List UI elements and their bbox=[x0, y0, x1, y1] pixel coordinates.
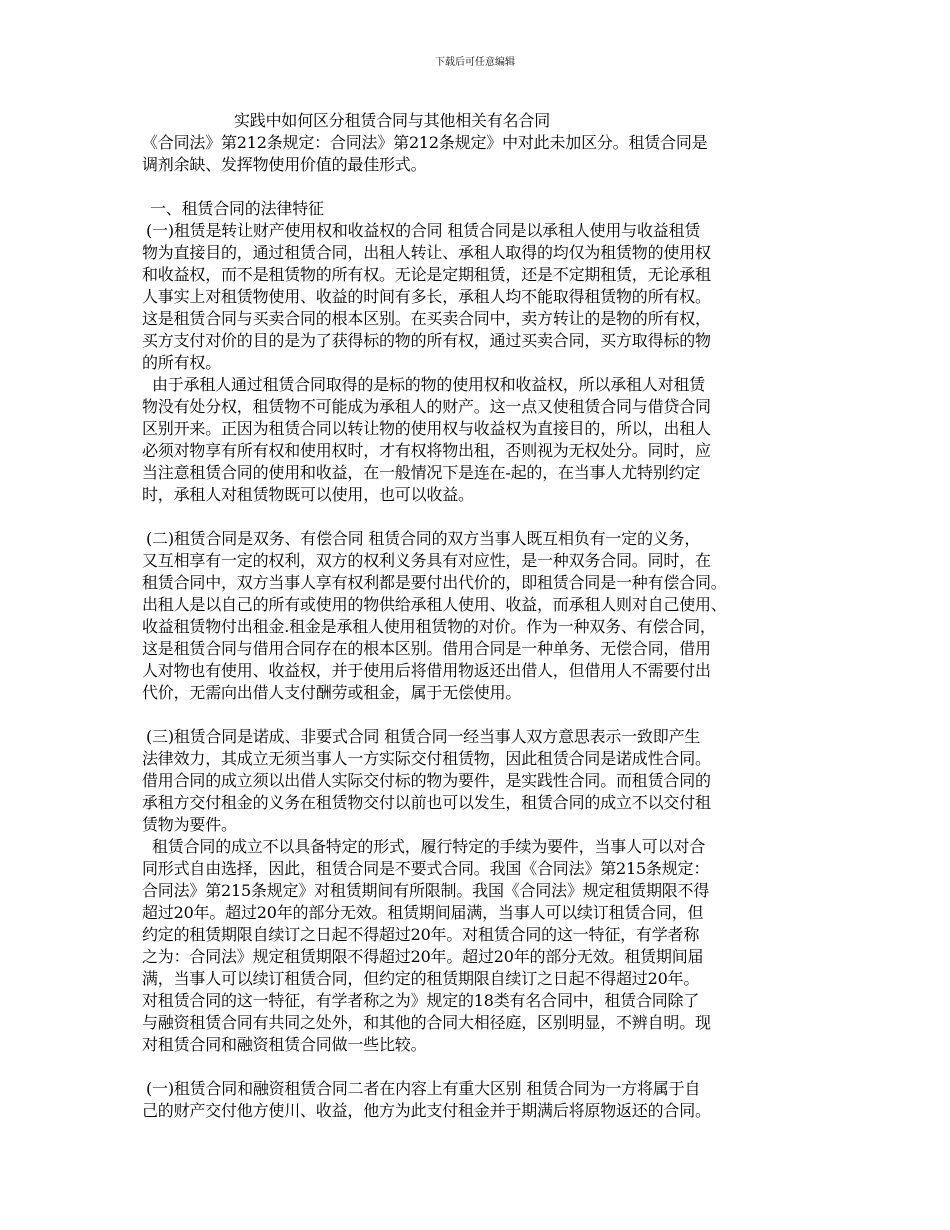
text-line: 代价，无需向出借人支付酬劳或租金，属于无偿使用。 bbox=[142, 683, 522, 702]
page-header-note: 下载后可任意编辑 bbox=[435, 57, 515, 68]
blank-line bbox=[142, 1056, 822, 1078]
text-line: 同形式自由选择，因此，租赁合同是不要式合同。我国《合同法》第215条规定： bbox=[142, 859, 710, 878]
text-line: 收益租赁物付出租金.租金是承租人使用租赁物的对价。作为一种双务、有偿合同， bbox=[142, 617, 716, 636]
text-line: 法律效力，其成立无须当事人一方实际交付租赁物，因此租赁合同是诺成性合同。 bbox=[142, 749, 711, 768]
text-line: 超过20年。超过20年的部分无效。租赁期间届满，当事人可以续订租赁合同，但 bbox=[142, 903, 704, 922]
text-line: 出租人是以自己的所有或使用的物供给承租人使用、收益，而承租人则对自己使用、 bbox=[142, 595, 727, 614]
document-title: 实践中如何区分租赁合同与其他相关有名合同 bbox=[234, 111, 551, 130]
text-line: 承租方交付租金的义务在租赁物交付以前也可以发生，租赁合同的成立不以交付租 bbox=[142, 793, 711, 812]
text-line: 与融资租赁合同有共同之处外，和其他的合同大相径庭，区别明显，不辨自明。现 bbox=[142, 1013, 711, 1032]
text-line: 由于承租人通过租赁合同取得的是标的物的使用权和收益权，所以承租人对租赁 bbox=[152, 375, 706, 394]
text-line: 对租赁合同的这一特征，有学者称之为》规定的18类有名合同中，租赁合同除了 bbox=[142, 991, 700, 1010]
text-line: 物为直接目的，通过租赁合同，出租人转让、承租人取得的均仅为租赁物的使用权 bbox=[142, 243, 711, 262]
text-line: 调剂余缺、发挥物使用价值的最佳形式。 bbox=[142, 155, 427, 174]
text-line: 和收益权，而不是租赁物的所有权。无论是定期租赁，还是不定期租赁，无论承租 bbox=[142, 265, 711, 284]
text-line: (一)租赁是转让财产使用权和收益权的合同 租赁合同是以承租人使用与收益租赁 bbox=[146, 221, 701, 240]
text-line: 买方支付对价的目的是为了获得标的物的所有权，通过买卖合同，买方取得标的物 bbox=[142, 331, 711, 350]
text-line: 满，当事人可以续订租赁合同，但约定的租赁期限自续订之日起不得超过20年。 bbox=[142, 969, 700, 988]
text-line: 一、租赁合同的法律特征 bbox=[150, 199, 324, 218]
text-line: 的所有权。 bbox=[142, 353, 222, 372]
text-line: 租赁合同中，双方当事人享有权利都是要付出代价的，即租赁合同是一种有偿合同。 bbox=[142, 573, 727, 592]
text-line: (一)租赁合同和融资租赁合同二者在内容上有重大区别 租赁合同为一方将属于自 bbox=[146, 1079, 701, 1098]
text-line: 约定的租赁期限自续订之日起不得超过20年。对租赁合同的这一特征，有学者称 bbox=[142, 925, 700, 944]
text-line: 必须对物享有所有权和使用权时，才有权将物出租，否则视为无权处分。同时，应 bbox=[142, 441, 711, 460]
blank-line bbox=[142, 704, 822, 726]
text-line: 人对物也有使用、收益权，并于使用后将借用物返还出借人，但借用人不需要付出 bbox=[142, 661, 711, 680]
text-line: 又互相享有一定的权利，双方的权利义务具有对应性，是一种双务合同。同时，在 bbox=[142, 551, 711, 570]
document-body bbox=[142, 110, 822, 1122]
text-line: 物没有处分权，租赁物不可能成为承租人的财产。这一点又使租赁合同与借贷合同 bbox=[142, 397, 711, 416]
text-line: 《合同法》第212条规定：合同法》第212条规定》中对此未加区分。租赁合同是 bbox=[142, 133, 708, 152]
text-line: 之为：合同法》规定租赁期限不得超过20年。超过20年的部分无效。租赁期间届 bbox=[142, 947, 704, 966]
text-line: 合同法》第215条规定》对租赁期间有所限制。我国《合同法》规定租赁期限不得 bbox=[142, 881, 710, 900]
text-line: 己的财产交付他方使川、收益，他方为此支付租金并于期满后将原物返还的合同。 bbox=[142, 1101, 711, 1120]
text-line: 对租赁合同和融资租赁合同做一些比较。 bbox=[142, 1035, 427, 1054]
text-line: 这是租赁合同与买卖合同的根本区别。在买卖合同中，卖方转让的是物的所有权， bbox=[142, 309, 711, 328]
text-line: 这是租赁合同与借用合同存在的根本区别。借用合同是一种单务、无偿合同，借用 bbox=[142, 639, 711, 658]
blank-line bbox=[142, 176, 822, 198]
document-lines bbox=[142, 132, 822, 1122]
text-line: 当注意租赁合同的使用和收益，在一般情况下是连在-起的，在当事人尤特别约定 bbox=[142, 463, 701, 482]
text-line: (二)租赁合同是双务、有偿合同 租赁合同的双方当事人既互相负有一定的义务， bbox=[146, 529, 701, 548]
text-line: 赁物为要件。 bbox=[142, 815, 237, 834]
text-line: 区别开来。正因为租赁合同以转让物的使用权与收益权为直接目的，所以，出租人 bbox=[142, 419, 711, 438]
text-line: 时，承租人对租赁物既可以使用，也可以收益。 bbox=[142, 485, 474, 504]
blank-line bbox=[142, 506, 822, 528]
text-line: 租赁合同的成立不以具备特定的形式，履行特定的手续为要件，当事人可以对合 bbox=[152, 837, 706, 856]
text-line: 人事实上对租赁物使用、收益的时间有多长，承租人均不能取得租赁物的所有权。 bbox=[142, 287, 711, 306]
text-line: (三)租赁合同是诺成、非要式合同 租赁合同一经当事人双方意思表示一致即产生 bbox=[146, 727, 701, 746]
text-line: 借用合同的成立须以出借人实际交付标的物为要件，是实践性合同。而租赁合同的 bbox=[142, 771, 711, 790]
